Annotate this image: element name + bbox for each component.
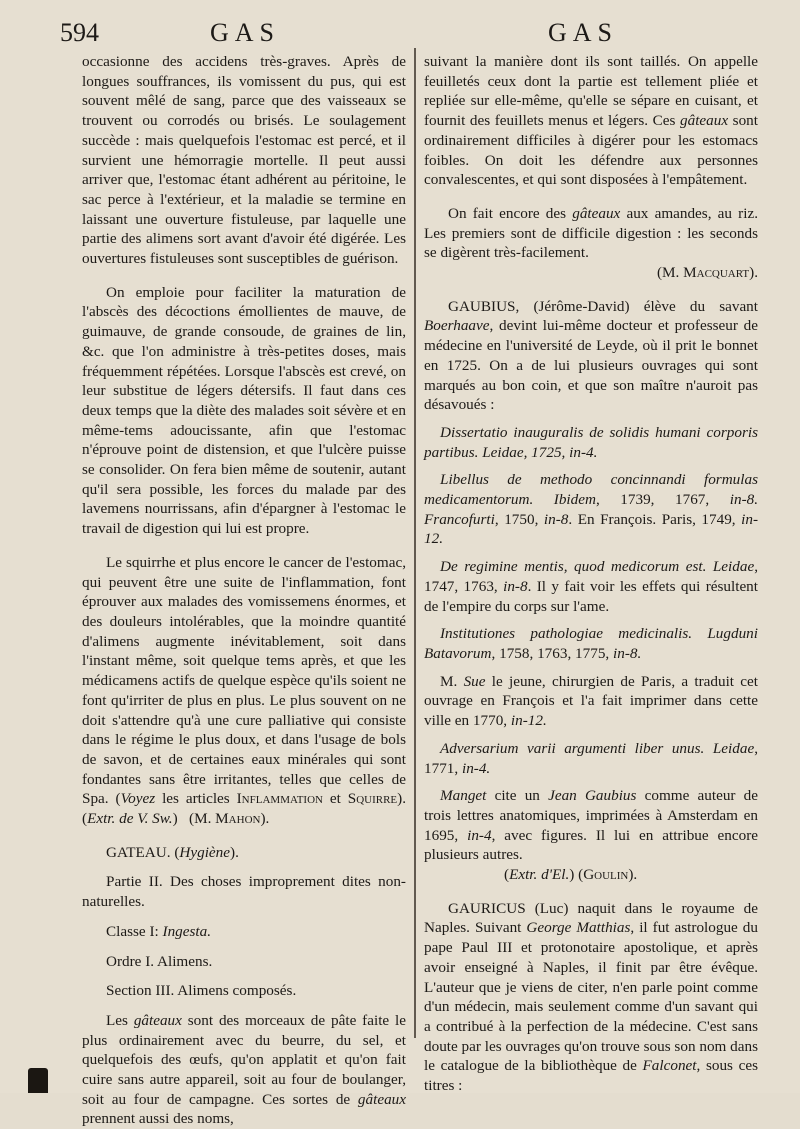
bibliography-entry: Libellus de methodo concinnandi formulas medicamentorum. Ibidem, 1739, 1767, in-8. Francofurti, 1750, in-8. En François. Paris, 1749, in-12. (424, 471, 759, 548)
right-column (424, 52, 758, 1096)
author-signature: M. Mahon (194, 810, 261, 828)
entry-gaubius: GAUBIUS, (Jérôme-David) élève du savant Boerhaave, devint lui-même docteur et professeur de médecine en l'université de Leyde, où il prit le bonnet en 1725. On a de lui plusieurs ouvrages qui sont marqués au bon coin, et que son maître n'auroit pas désavoués : (424, 297, 758, 414)
classification-section: Section III. Alimens composés. (106, 982, 297, 1000)
paragraph-abscess-treatment: On emploie pour faciliter la maturation de l'abscès des décoctions émollientes de mauve, de guimauve, de grande consoude, de graines de lin, &c. que l'on administre à très-petites doses, mais fréquemment répétées. Lorsque l'abscès est crevé, on leur substitue de légers détersifs. Il faut dans ces deux temps que la diète des malades soit sévère et en même-tems adoucissante, afin que l'estomac n'éprouve point de distension, et que l'ulcère puisse se consolider. On fera bien même de soutenir, autant qu'il sera possible, les forces du malade par des lavemens nourrissans, afin d'épargner à l'estomac le travail de digestion qui lui est propre. (82, 283, 406, 538)
paragraph-gateaux-amandes: On fait encore des gâteaux aux amandes, au riz. Les premiers sont de difficile digestion : les seconds se digèrent très-facilement. (424, 204, 759, 262)
translation-note-sue: M. Sue le jeune, chirurgien de Paris, a traduit cet ouvrage en François et l'a fait imprimer dans cette ville en 1770, in-12. (424, 672, 758, 730)
cross-reference-squirre: Squirre (347, 790, 398, 808)
entry-heading-gateau: GATEAU. (Hygiène). (106, 843, 239, 861)
left-column (82, 52, 406, 1129)
cross-reference-inflammation: Inflammation (236, 790, 323, 808)
scan-edge-mark (28, 1068, 48, 1093)
author-signature-macquart: (M. Macquart). (656, 264, 758, 282)
note-manget: Manget cite un Jean Gaubius comme auteur de trois lettres anatomiques, imprimées à Amsterdam en 1695, in-4, avec figures. Il lui en attribue encore plusieurs autres. (424, 787, 759, 864)
bibliography-entry: Dissertatio inauguralis de solidis humani corporis partibus. Leidae, 1725, in-4. (424, 423, 758, 461)
paragraph-abscess-outcome: occasionne des accidens très-graves. Après de longues souffrances, ils vomissent du pus, qui est souvent mêlé de sang, parce que des vaisseaux se trouvent ou corrodés ou brisés. Le soulagement succède : mais quelquefois l'estomac est percé, et il survient une hémorragie mortelle. Il peut aussi arriver que, l'estomac étant adhérent au péritoine, le sac perce à l'extérieur, et la maladie se termine en laissant une ouverture fistuleuse, par laquelle une partie des alimens sort avant d'avoir été digérée. Les ouvertures fistuleuses sont susceptibles de guérison. (82, 53, 406, 268)
bibliography-entry: Institutiones pathologiae medicinalis. Lugduni Batavorum, 1758, 1763, 1775, in-8. (424, 625, 758, 662)
bibliography-entry: De regimine mentis, quod medicorum est. Leidae, 1747, 1763, in-8. Il y fait voir les effets qui résultent de l'empire du corps sur l'ame. (424, 558, 758, 615)
author-signature-goulin: (Extr. d'El.) (Goulin). (504, 866, 638, 884)
bibliography-entry: Adversarium varii argumenti liber unus. Leidae, 1771, in-4. (424, 739, 758, 777)
paragraph-gateaux-definition: Les gâteaux sont des morceaux de pâte faite le plus ordinairement avec du beurre, du sel, et quelquefois des œufs, qu'on applatit et qu'on fait cuire sans autre appareil, soit au four de boulanger, soit au four de campagne. Ces sortes de gâteaux prennent aussi des noms, (82, 1011, 406, 1128)
classification-partie: Partie II. Des choses improprement dites non-naturelles. (82, 873, 406, 911)
classification-ordre: Ordre I. Alimens. (106, 952, 213, 970)
running-head-right: GAS (548, 18, 619, 47)
paragraph-squirrhe-cancer: Le squirrhe et plus encore le cancer de l'estomac, qui peuvent être une suite de l'inflammation, font éprouver aux malades des vomissemens énormes, et des douleurs intolérables, que la moindre quantité d'alimens augmente inévitablement, soit dans l'instant même, soit quelque tems après, et que les médicamens actifs de quelque espèce qu'ils soient ne font qu'irriter de plus en plus. Le plus souvent on ne doit s'attendre qu'à une cure palliative qui consiste dans le régime le plus doux, et dans l'usage de bols de savon, et de certaines eaux minérales qui sont fondantes sans être irritantes, telles que celles de Spa. (Voyez les articles Inflammation et Squirre). (Extr. de V. Sw.) (M. Mahon). (82, 553, 407, 828)
source-citation: Extr. de V. Sw. (87, 810, 173, 828)
classification-classe: Classe I: Ingesta. (106, 922, 212, 940)
running-head-left: GAS (210, 18, 281, 47)
paragraph-feuilletes: suivant la manière dont ils sont taillés. On appelle feuilletés ceux dont la partie est tellement pliée et repliée sur elle-même, qu'elle se sépare en cuisant, et fournit des feuillets menus et légers. Ces gâteaux sont ordinairement difficiles à digérer pour les estomacs foibles. On doit les défendre aux personnes convalescentes, et qui sont disposées à l'empâtement. (424, 53, 758, 189)
page-number: 594 (60, 18, 99, 47)
column-divider (414, 48, 416, 1038)
entry-gauricus: GAURICUS (Luc) naquit dans le royaume de Naples. Suivant George Matthias, il fut astrologue du pape Paul III et protonotaire apostolique, et après avoir enseigné à Naples, il finit par être évêque. L'auteur que je viens de citer, n'en parle point comme d'un médecin, mais seulement comme d'un savant qui a contribué à la perfection de la médecine. C'est sans doute par les ouvrages qu'on trouve sous son nom dans le catalogue de la bibliothèque de Falconet, sous ces titres : (424, 899, 758, 1095)
